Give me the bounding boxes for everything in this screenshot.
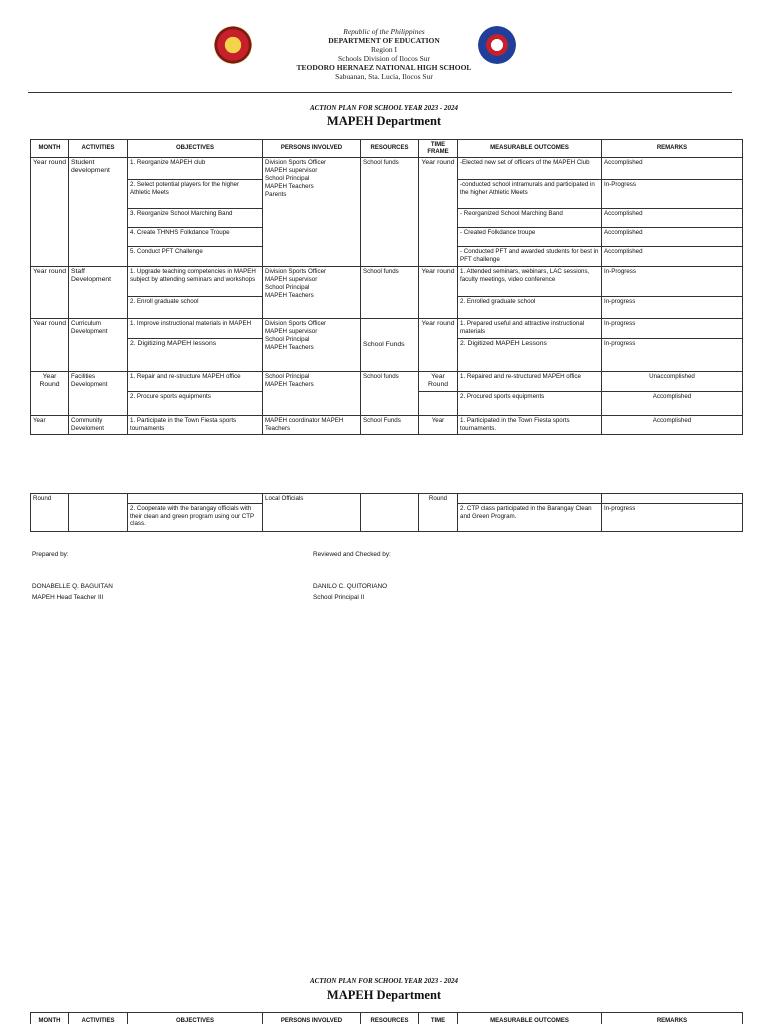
row-outcome: - Created Folkdance troupe (458, 228, 602, 247)
row-objective: 2. Cooperate with the barangay officials with their clean and green program using our CTP class. (128, 504, 263, 532)
row-activity: Community Develoment (69, 416, 128, 435)
department-title: MAPEH Department (326, 114, 442, 128)
row-time-frame-empty (419, 392, 458, 416)
prepared-by-label: Prepared by: (32, 551, 69, 558)
row-objective: 2. Select potential players for the higher Athletic Meets (128, 180, 263, 209)
person: School Principal (265, 336, 310, 343)
row-resources: School Funds (361, 416, 419, 435)
row-month: Year round (31, 158, 69, 267)
row-activity: Staff Development (69, 267, 128, 319)
row-resources: School funds (361, 158, 419, 267)
row-activity: Curriculum Development (69, 319, 128, 372)
header-divider (28, 92, 732, 93)
row-month: Round (31, 494, 69, 532)
col-outcomes: MEASURABLE OUTCOMES (458, 140, 602, 158)
row-resources: School funds (361, 267, 419, 319)
person: School Principal (265, 284, 310, 291)
person: Division Sports Officer (265, 320, 327, 327)
row-time-frame: Year round (419, 158, 458, 267)
row-outcome: 2. Procured sports equipments (458, 392, 602, 416)
reviewed-by-label: Reviewed and Checked by: (313, 551, 391, 558)
col-objectives: OBJECTIVES (128, 1013, 263, 1024)
table-row (31, 158, 743, 180)
col-remarks: REMARKS (602, 140, 743, 158)
action-plan-table (30, 139, 743, 435)
row-resources (361, 494, 419, 532)
col-activities: ACTIVITIES (69, 140, 128, 158)
row-time-frame: Round (419, 494, 458, 532)
row-remark: Accomplished (602, 247, 743, 267)
letterhead-line-3: Region I (370, 45, 398, 54)
row-remark: Accomplished (602, 416, 743, 435)
col-activities: ACTIVITIES (69, 1013, 128, 1024)
person: Division Sports Officer (265, 268, 327, 275)
row-remark: In-progress (602, 297, 743, 319)
letterhead (0, 22, 768, 92)
row-remark: Accomplished (602, 158, 743, 180)
row-objective: 1. Reorganize MAPEH club (128, 158, 263, 180)
row-time-frame: Year round (419, 267, 458, 319)
person: Parents (265, 191, 287, 198)
col-month: MONTH (31, 140, 69, 158)
table-header-row (31, 1013, 743, 1024)
col-time-frame: TIME (419, 1013, 458, 1024)
deped-seal-icon (478, 26, 516, 64)
row-resources: School Funds (361, 319, 419, 372)
row-objective: 5. Conduct PFT Challenge (128, 247, 263, 267)
table-row (31, 494, 743, 504)
row-objective: 1. Improve instructional materials in MAPEH (128, 319, 263, 339)
person: MAPEH Teachers (265, 183, 314, 190)
row-remark: Unaccomplished (602, 372, 743, 392)
table-row (31, 416, 743, 435)
person: MAPEH Teachers (265, 344, 314, 351)
row-activity: Facilities Development (69, 372, 128, 416)
row-outcome: 2. Enrolled graduate school (458, 297, 602, 319)
school-address: Sabuanan, Sta. Lucia, Ilocos Sur (335, 72, 433, 81)
row-month: Year round (31, 319, 69, 372)
table-header-row (31, 140, 743, 158)
col-resources: RESOURCES (361, 140, 419, 158)
row-objective: 3. Reorganize School Marching Band (128, 209, 263, 228)
table-row (31, 267, 743, 297)
row-objective: 1. Participate in the Town Fiesta sports tournaments (128, 416, 263, 435)
school-seal-icon (214, 26, 252, 64)
row-remark: Accomplished (602, 392, 743, 416)
prepared-by-title: MAPEH Head Teacher III (32, 594, 104, 601)
row-remark: In-progress (602, 339, 743, 372)
row-objective: 2. Enroll graduate school (128, 297, 263, 319)
row-persons (263, 372, 361, 416)
row-time-frame: Year (419, 416, 458, 435)
row-remark: In-Progress (602, 267, 743, 297)
person: School Principal (265, 175, 310, 182)
row-activity: Student development (69, 158, 128, 267)
row-persons (263, 267, 361, 319)
person: MAPEH Teachers (265, 381, 314, 388)
row-outcome: -conducted school intramurals and participated in the higher Athletic Meets (458, 180, 602, 209)
person: Division Sports Officer (265, 159, 327, 166)
row-month: Year Round (31, 372, 69, 416)
col-resources: RESOURCES (361, 1013, 419, 1024)
row-outcome: - Reorganized School Marching Band (458, 209, 602, 228)
row-remark: In-progress (602, 504, 743, 532)
row-remark (602, 494, 743, 504)
row-outcome: - Conducted PFT and awarded students for best in PFT challenge (458, 247, 602, 267)
row-objective: 2. Digitizing MAPEH lessons (128, 339, 263, 372)
row-persons (263, 319, 361, 372)
prepared-by-name: DONABELLE Q. BAGUITAN (32, 583, 113, 590)
row-outcome: 1. Prepared useful and attractive instructional materials (458, 319, 602, 339)
col-objectives: OBJECTIVES (128, 140, 263, 158)
row-persons (263, 158, 361, 267)
row-time-frame: Year Round (419, 372, 458, 392)
row-remark: Accomplished (602, 209, 743, 228)
action-plan-table-page-2 (30, 1012, 743, 1024)
row-outcome: 1. Attended seminars, webinars, LAC sessions, faculty meetings, video conference (458, 267, 602, 297)
reviewed-by-title: School Principal II (313, 594, 365, 601)
row-objective: 2. Procure sports equipments (128, 392, 263, 416)
letterhead-line-4: Schools Division of Ilocos Sur (337, 54, 431, 63)
row-month: Year round (31, 267, 69, 319)
row-activity (69, 494, 128, 532)
letterhead-text (250, 27, 518, 81)
person: School Principal (265, 373, 310, 380)
row-objective (128, 494, 263, 504)
continuation-table (30, 493, 743, 532)
person: MAPEH supervisor (265, 276, 318, 283)
letterhead-line-2: DEPARTMENT OF EDUCATION (328, 36, 440, 45)
col-month: MONTH (31, 1013, 69, 1024)
plan-title: ACTION PLAN FOR SCHOOL YEAR 2023 - 2024 (310, 104, 458, 112)
row-persons: MAPEH coordinator MAPEH Teachers (263, 416, 361, 435)
col-persons: PERSONS INVOLVED (263, 1013, 361, 1024)
row-outcome: 2. Digitized MAPEH Lessons (458, 339, 602, 372)
row-remark: Accomplished (602, 228, 743, 247)
row-persons: Local Officials (263, 494, 361, 532)
col-outcomes: MEASURABLE OUTCOMES (458, 1013, 602, 1024)
row-remark: In-progress (602, 319, 743, 339)
row-month: Year (31, 416, 69, 435)
col-remarks: REMARKS (602, 1013, 743, 1024)
col-persons: PERSONS INVOLVED (263, 140, 361, 158)
row-outcome (458, 494, 602, 504)
department-title-page-2: MAPEH Department (326, 988, 442, 1002)
table-row (31, 372, 743, 392)
row-outcome: 2. CTP class participated in the Barangay Clean and Green Program. (458, 504, 602, 532)
row-resources: School funds (361, 372, 419, 416)
person: MAPEH supervisor (265, 328, 318, 335)
col-time-frame: TIME FRAME (419, 140, 458, 158)
plan-title-page-2: ACTION PLAN FOR SCHOOL YEAR 2023 - 2024 (310, 977, 458, 985)
row-objective: 1. Upgrade teaching competencies in MAPEH subject by attending seminars and workshops (128, 267, 263, 297)
table-row (31, 319, 743, 339)
row-objective: 1. Repair and re-structure MAPEH office (128, 372, 263, 392)
row-remark: In-Progress (602, 180, 743, 209)
person: MAPEH supervisor (265, 167, 318, 174)
reviewed-by-name: DANILO C. QUITORIANO (313, 583, 388, 590)
row-outcome: -Elected new set of officers of the MAPEH Club (458, 158, 602, 180)
school-name: TEODORO HERNAEZ NATIONAL HIGH SCHOOL (296, 63, 472, 72)
row-outcome: 1. Repaired and re-structured MAPEH office (458, 372, 602, 392)
person: MAPEH Teachers (265, 292, 314, 299)
letterhead-line-1: Republic of the Philippines (343, 27, 425, 36)
row-outcome: 1. Participated in the Town Fiesta sports tournaments. (458, 416, 602, 435)
row-objective: 4. Create THNHS Folkdance Troupe (128, 228, 263, 247)
row-time-frame: Year round (419, 319, 458, 372)
